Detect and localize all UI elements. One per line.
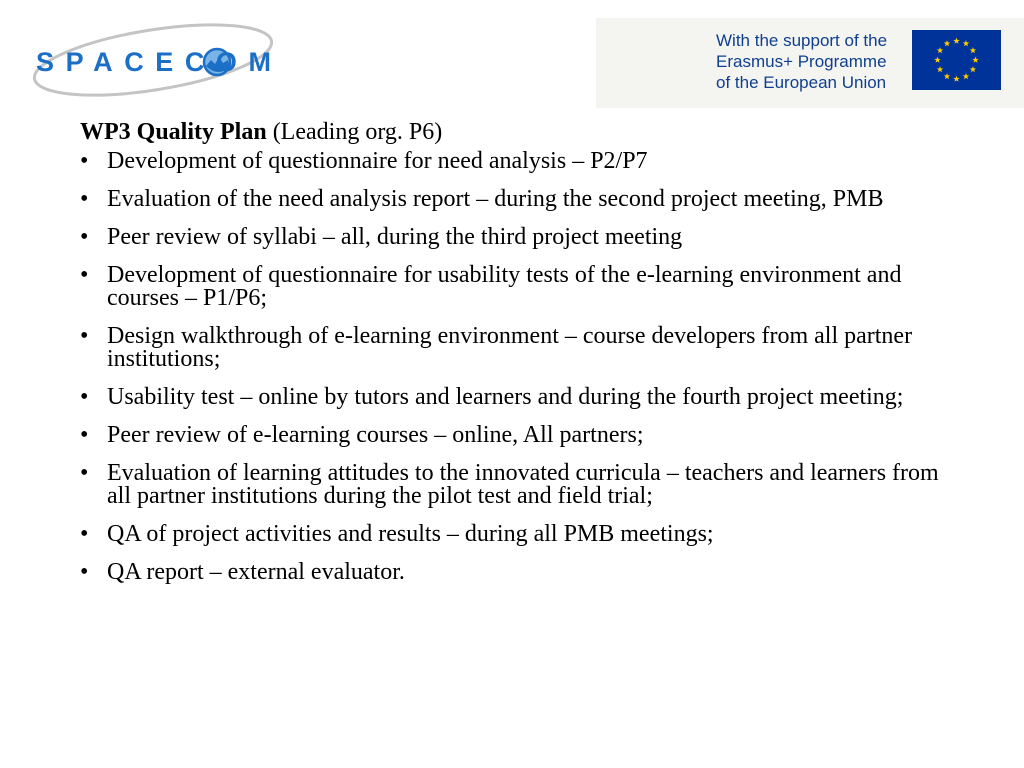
slide-content bbox=[80, 116, 960, 599]
list-item-text: Development of questionnaire for usability tests of the e-learning environment and courses – P1/P6; bbox=[107, 262, 902, 311]
list-item bbox=[80, 325, 960, 371]
bullet-icon: • bbox=[80, 224, 89, 250]
list-item-text: Peer review of syllabi – all, during the third project meeting bbox=[107, 224, 683, 250]
erasmus-line-2: Erasmus+ Programme bbox=[716, 52, 887, 71]
bullet-icon: • bbox=[80, 148, 89, 174]
list-item bbox=[80, 188, 960, 211]
bullet-icon: • bbox=[80, 262, 89, 288]
list-item bbox=[80, 386, 960, 409]
list-item-text: QA of project activities and results – during all PMB meetings; bbox=[107, 521, 714, 547]
bullet-icon: • bbox=[80, 521, 89, 547]
bullet-icon: • bbox=[80, 384, 89, 410]
spacecom-logo bbox=[28, 22, 278, 102]
bullet-list bbox=[80, 150, 960, 584]
section-heading bbox=[80, 116, 960, 148]
list-item bbox=[80, 226, 960, 249]
heading-subtitle: (Leading org. P6) bbox=[266, 119, 443, 145]
list-item-text: Development of questionnaire for need analysis – P2/P7 bbox=[107, 148, 648, 174]
spacecom-logo-graphic bbox=[28, 22, 278, 102]
list-item bbox=[80, 264, 960, 310]
bullet-icon: • bbox=[80, 422, 89, 448]
list-item bbox=[80, 150, 960, 173]
erasmus-line-3: of the European Union bbox=[716, 73, 887, 92]
bullet-icon: • bbox=[80, 460, 89, 486]
list-item-text: Evaluation of the need analysis report – during the second project meeting, PMB bbox=[107, 186, 884, 212]
bullet-icon: • bbox=[80, 559, 89, 585]
erasmus-support-text bbox=[716, 30, 916, 93]
eu-flag-icon bbox=[912, 30, 1001, 90]
list-item bbox=[80, 462, 960, 508]
list-item bbox=[80, 424, 960, 447]
list-item-text: Peer review of e-learning courses – online, All partners; bbox=[107, 422, 644, 448]
list-item bbox=[80, 523, 960, 546]
bullet-icon: • bbox=[80, 323, 89, 349]
list-item-text: Evaluation of learning attitudes to the innovated curricula – teachers and learners from all partner institutions during the pilot test and field trial; bbox=[107, 460, 939, 509]
list-item-text: Usability test – online by tutors and learners and during the fourth project meeting; bbox=[107, 384, 904, 410]
bullet-icon: • bbox=[80, 186, 89, 212]
erasmus-banner bbox=[596, 18, 1024, 108]
erasmus-line-1: With the support of the bbox=[716, 31, 888, 50]
logo-text: SPACECOM bbox=[36, 47, 276, 77]
list-item bbox=[80, 561, 960, 584]
list-item-text: QA report – external evaluator. bbox=[107, 559, 405, 585]
heading-title: WP3 Quality Plan bbox=[80, 119, 267, 145]
list-item-text: Design walkthrough of e-learning environment – course developers from all partner institutions; bbox=[107, 323, 913, 372]
